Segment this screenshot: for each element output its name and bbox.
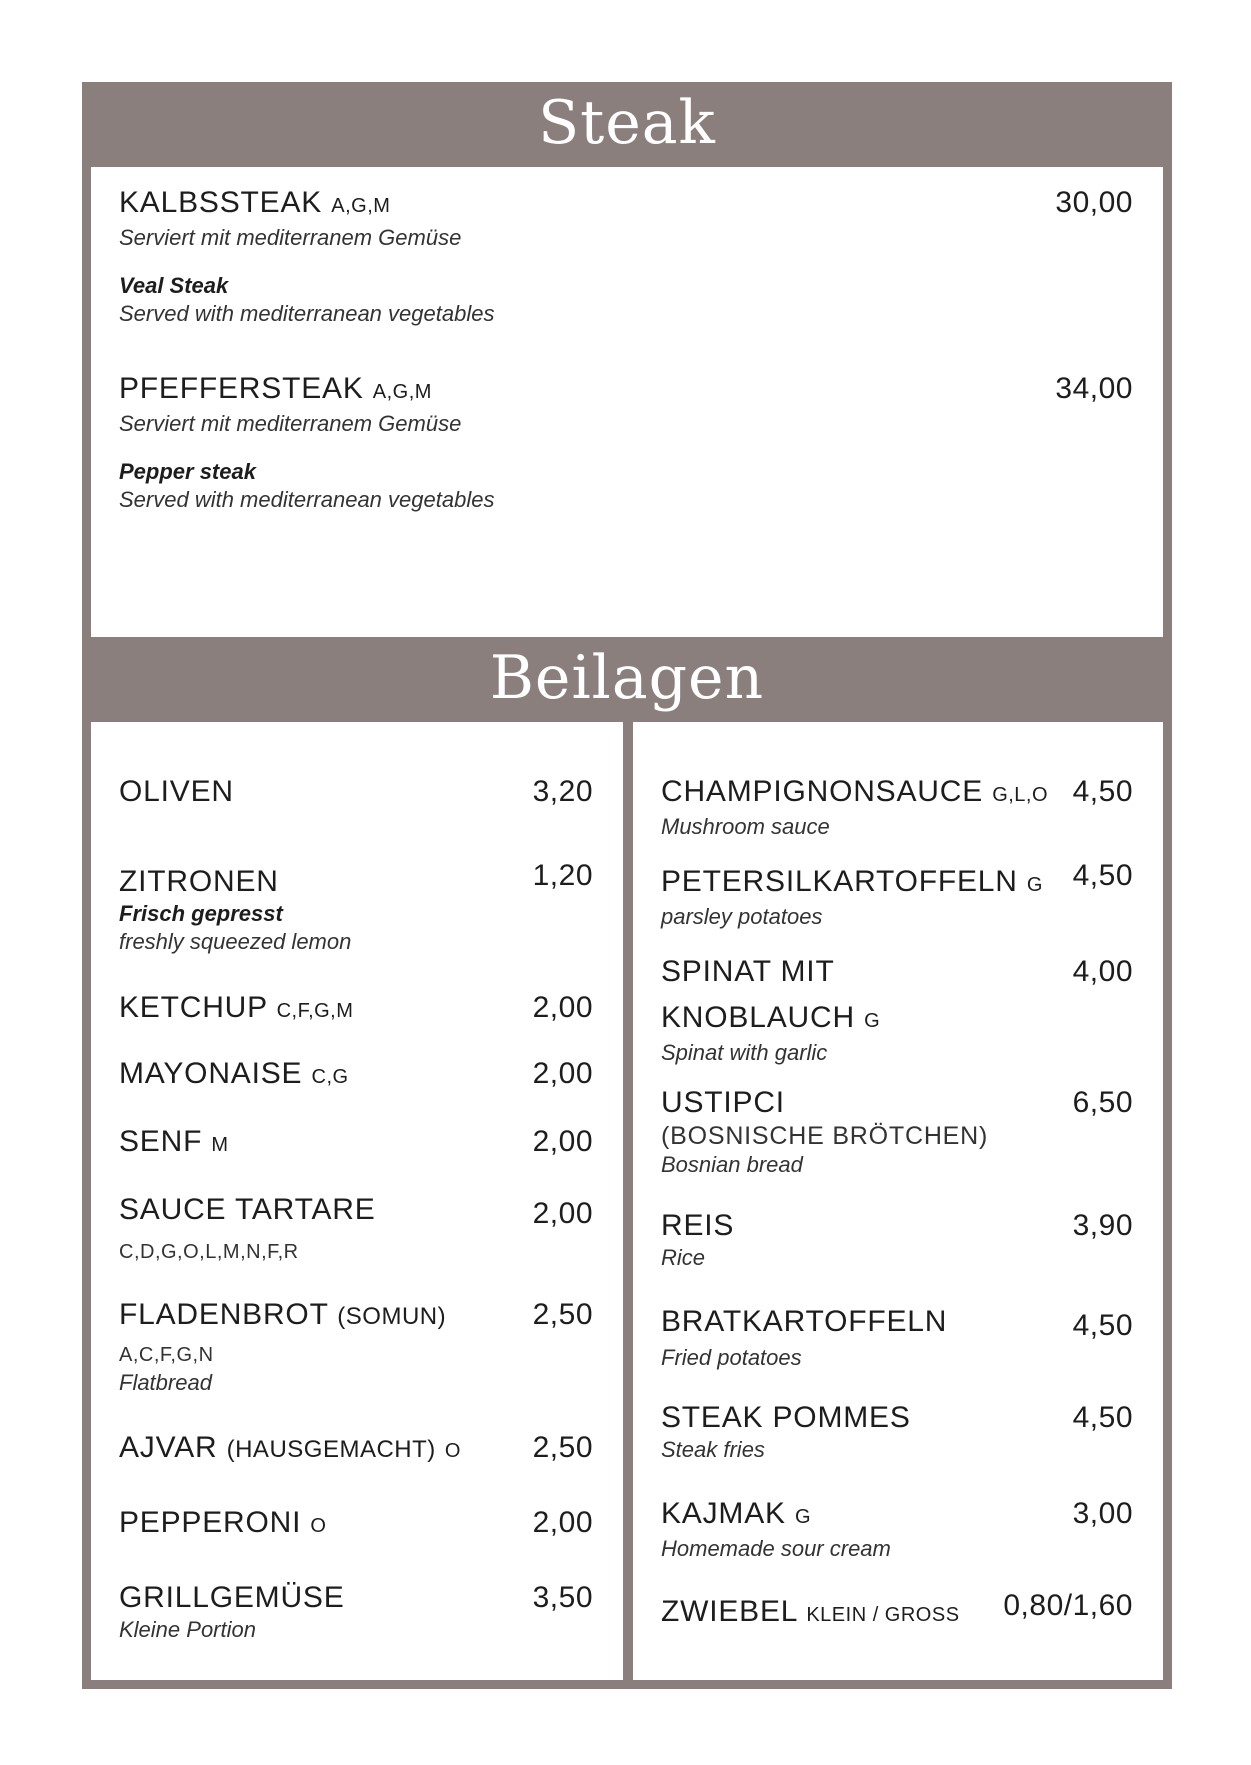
side-item-ajvar (119, 1430, 593, 1469)
side-item-spinat (661, 954, 1133, 1067)
item-sub: Bosnian bread (661, 1152, 803, 1177)
item-price: 30,00 (1055, 186, 1133, 219)
item-name: KETCHUP (119, 991, 268, 1024)
side-item-pepperoni (119, 1505, 593, 1544)
item-name-line1: SPINAT MIT (661, 955, 835, 988)
item-allergens: M (211, 1134, 229, 1156)
item-sub: Homemade sour cream (661, 1536, 891, 1561)
item-name: BRATKARTOFFELN (661, 1305, 948, 1338)
side-item-senf (119, 1124, 593, 1163)
item-price: 1,20 (532, 859, 593, 892)
item-sub-upper: (BOSNISCHE BRÖTCHEN) (661, 1122, 989, 1150)
side-item-zitronen (119, 858, 593, 956)
side-item-petersilkartoffeln (661, 858, 1133, 931)
beilagen-title: Beilagen (489, 643, 765, 713)
steak-header (82, 82, 1172, 164)
item-desc-de: Serviert mit mediterranem Gemüse (119, 411, 462, 436)
steak-item-pfeffersteak (119, 371, 1133, 514)
item-price: 3,90 (1072, 1209, 1133, 1242)
item-allergens: C,F,G,M (276, 1000, 354, 1022)
steak-title: Steak (538, 88, 716, 158)
menu-frame (82, 82, 1172, 1689)
steak-item-kalbssteak (119, 185, 1133, 328)
item-price: 4,50 (1072, 1309, 1133, 1342)
item-name: ZWIEBEL (661, 1595, 798, 1628)
beilagen-right-panel (633, 722, 1163, 1680)
side-item-ustipci (661, 1085, 1133, 1179)
beilagen-left-panel (91, 722, 623, 1680)
side-item-grillgemuese (119, 1580, 593, 1644)
beilagen-header (82, 637, 1172, 719)
item-price: 2,00 (532, 1197, 593, 1230)
item-name: FLADENBROT (119, 1298, 329, 1331)
item-allergens: KLEIN / GROSS (806, 1604, 960, 1626)
item-sub: Mushroom sauce (661, 814, 830, 839)
item-allergens: A,G,M (372, 381, 432, 403)
item-allergen-line: C,D,G,O,L,M,N,F,R (119, 1241, 299, 1263)
item-price: 3,20 (532, 775, 593, 808)
item-price: 2,00 (532, 1506, 593, 1539)
item-price: 4,00 (1072, 955, 1133, 988)
item-name-line2: KNOBLAUCH (661, 1001, 855, 1034)
item-name: MAYONAISE (119, 1057, 303, 1090)
side-item-mayonaise (119, 1056, 593, 1095)
side-item-sauce-tartare (119, 1192, 593, 1266)
item-price: 2,50 (532, 1431, 593, 1464)
item-allergens: G,L,O (992, 784, 1049, 806)
item-name: SENF (119, 1125, 203, 1158)
item-price: 0,80/1,60 (1003, 1589, 1133, 1622)
item-name: USTIPCI (661, 1086, 785, 1119)
item-sub: Fried potatoes (661, 1345, 802, 1370)
item-name: STEAK POMMES (661, 1401, 911, 1434)
item-name: ZITRONEN (119, 865, 279, 898)
side-item-zwiebel (661, 1588, 1133, 1633)
item-price: 2,00 (532, 1125, 593, 1158)
side-item-fladenbrot (119, 1297, 593, 1397)
item-allergens: O (444, 1440, 461, 1462)
item-name: KALBSSTEAK (119, 186, 323, 219)
item-name: PETERSILKARTOFFELN (661, 865, 1018, 898)
item-desc-en: Served with mediterranean vegetables (119, 487, 495, 512)
item-sub: Spinat with garlic (661, 1040, 828, 1065)
item-allergens: O (310, 1515, 327, 1537)
side-item-steak-pommes (661, 1400, 1133, 1464)
item-price: 4,50 (1072, 775, 1133, 808)
item-price: 3,50 (532, 1581, 593, 1614)
side-item-bratkartoffeln (661, 1304, 1133, 1372)
item-allergens: G (1026, 874, 1043, 896)
item-name-en: Veal Steak (119, 273, 229, 298)
side-item-oliven (119, 774, 593, 810)
item-allergen-line: A,C,F,G,N (119, 1344, 214, 1366)
item-price: 4,50 (1072, 859, 1133, 892)
item-name-en: Pepper steak (119, 459, 256, 484)
item-name: PFEFFERSTEAK (119, 372, 364, 405)
item-price: 34,00 (1055, 372, 1133, 405)
item-name: SAUCE TARTARE (119, 1193, 376, 1226)
steak-panel (91, 167, 1163, 637)
item-name: OLIVEN (119, 775, 234, 808)
item-sub: Rice (661, 1245, 706, 1270)
item-sub: Steak fries (661, 1437, 765, 1462)
item-name: REIS (661, 1209, 735, 1242)
side-item-kajmak (661, 1496, 1133, 1563)
item-desc-en: Served with mediterranean vegetables (119, 301, 495, 326)
item-allergens: A,G,M (331, 195, 391, 217)
item-price: 6,50 (1072, 1086, 1133, 1119)
item-sub: Kleine Portion (119, 1617, 256, 1642)
item-allergens: G (864, 1010, 881, 1032)
item-price: 3,00 (1072, 1497, 1133, 1530)
side-item-ketchup (119, 990, 593, 1029)
item-name: PEPPERONI (119, 1506, 302, 1539)
item-desc-de: Serviert mit mediterranem Gemüse (119, 225, 462, 250)
item-price: 2,00 (532, 991, 593, 1024)
item-allergens: G (794, 1506, 812, 1528)
item-sub: freshly squeezed lemon (119, 929, 352, 954)
item-name: KAJMAK (661, 1497, 786, 1530)
item-allergens: C,G (311, 1066, 349, 1088)
item-name: GRILLGEMÜSE (119, 1581, 345, 1614)
item-extra: (SOMUN) (337, 1303, 447, 1330)
item-sub: Flatbread (119, 1370, 212, 1395)
item-price: 4,50 (1072, 1401, 1133, 1434)
item-extra: (HAUSGEMACHT) (226, 1436, 436, 1463)
item-sub-bold: Frisch gepresst (119, 901, 283, 926)
side-item-champignonsauce (661, 774, 1133, 841)
side-item-reis (661, 1208, 1133, 1272)
item-name: AJVAR (119, 1431, 218, 1464)
item-sub: parsley potatoes (661, 904, 823, 929)
item-price: 2,50 (532, 1298, 593, 1331)
item-name: CHAMPIGNONSAUCE (661, 775, 984, 808)
item-price: 2,00 (532, 1057, 593, 1090)
